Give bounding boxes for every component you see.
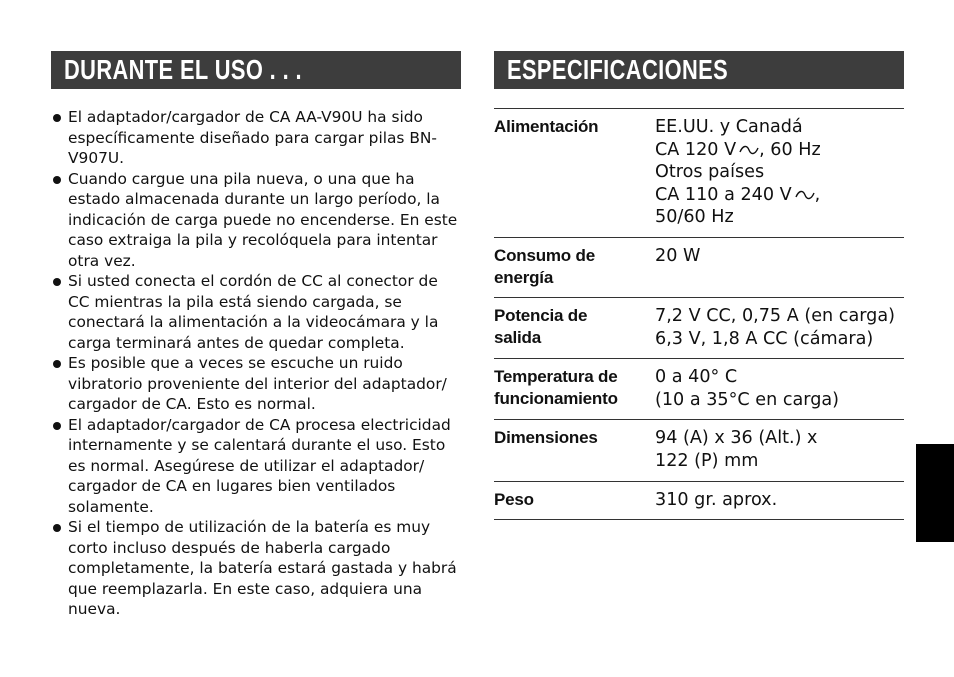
- language-side-tab: [916, 444, 954, 542]
- spec-value-line: EE.UU. y Canadá: [655, 117, 803, 137]
- list-item: [51, 169, 463, 272]
- spec-value: [655, 305, 904, 350]
- spec-label: [494, 116, 655, 229]
- table-row: [494, 482, 904, 521]
- list-item-text: Si el tiempo de utilización de la batería es muy corto incluso después de haberla cargado completamente, la batería estará gastada y habrá que reemplazarla. En este caso, adquiera una nueva.: [68, 518, 457, 618]
- spec-label-line: salida: [494, 327, 541, 347]
- spec-value-line: (10 a 35°C en carga): [655, 389, 840, 410]
- spec-value-line: CA 120 V , 60 Hz: [655, 139, 821, 160]
- spec-label-line: Potencia de: [494, 305, 588, 325]
- bullet-icon: [53, 176, 61, 184]
- ac-symbol-icon: [739, 144, 759, 156]
- list-item-text: Si usted conecta el cordón de CC al conector de CC mientras la pila está siendo cargada, se conectará la alimentación a la videocámara y la carga terminará antes de quedar completa.: [68, 272, 439, 352]
- spec-label-line: Consumo de: [494, 245, 595, 265]
- spec-value: [655, 489, 904, 512]
- spec-value-line: CA 110 a 240 V ,: [655, 184, 821, 205]
- spec-label: [494, 489, 655, 512]
- spec-label-line: Peso: [494, 489, 534, 509]
- spec-label-line: Alimentación: [494, 117, 599, 136]
- spec-label: [494, 427, 655, 472]
- list-item: [51, 517, 463, 620]
- spec-value-line: 0 a 40° C: [655, 367, 738, 388]
- spec-label: [494, 305, 655, 350]
- list-item-text: Es posible que a veces se escuche un ruido vibratorio proveniente del interior del adaptador/ cargador de CA. Esto es normal.: [68, 354, 447, 413]
- section-heading-specifications: [494, 51, 904, 89]
- specifications-table: [494, 108, 904, 520]
- spec-label: [494, 366, 655, 411]
- spec-label: [494, 245, 655, 289]
- list-item-text: Cuando cargue una pila nueva, o una que ha estado almacenada durante un largo período, la indicación de carga puede no encenderse. En este caso extraiga la pila y recolóquela para intentar otra vez.: [68, 169, 458, 270]
- spec-value: [655, 116, 904, 229]
- spec-value-line: 122 (P) mm: [655, 450, 759, 471]
- spec-value: [655, 245, 904, 289]
- list-item-text: El adaptador/cargador de CA procesa electricidad internamente y se calentará durante el uso. Esto es normal. Asegúrese de utilizar el adaptador/ cargador de CA en lugares bien ventilados solamente.: [68, 415, 451, 516]
- bullet-icon: [53, 422, 61, 430]
- spec-label-line: Temperatura de: [494, 367, 618, 387]
- spec-value-line: 6,3 V, 1,8 A CC (cámara): [655, 328, 874, 349]
- spec-value-line: 310 gr. aprox.: [655, 489, 778, 510]
- list-item: [51, 415, 463, 518]
- spec-value-line: 94 (A) x 36 (Alt.) x: [655, 428, 818, 449]
- spec-label-line: funcionamiento: [494, 389, 618, 409]
- spec-value-line: Otros países: [655, 162, 765, 183]
- table-row: [494, 109, 904, 238]
- spec-value-line: 20 W: [655, 245, 701, 266]
- spec-label-line: energía: [494, 267, 554, 287]
- bullet-icon: [53, 114, 61, 122]
- list-item: [51, 271, 463, 353]
- section-heading-text: DURANTE EL USO . . .: [64, 54, 302, 85]
- bullet-icon: [53, 278, 61, 286]
- spec-label-line: Dimensiones: [494, 428, 598, 448]
- spec-value-line: 7,2 V CC, 0,75 A (en carga): [655, 305, 895, 326]
- spec-value-line: 50/60 Hz: [655, 207, 734, 228]
- list-item-text: El adaptador/cargador de CA AA-V90U ha sido específicamente diseñado para cargar pilas BN-V907U.: [68, 108, 437, 167]
- bullet-icon: [53, 360, 61, 368]
- section-heading-text: ESPECIFICACIONES: [507, 54, 729, 85]
- spec-value: [655, 366, 904, 411]
- table-row: [494, 359, 904, 420]
- usage-notes-list: [51, 107, 463, 620]
- section-heading-during-use: [51, 51, 461, 89]
- table-row: [494, 238, 904, 298]
- list-item: [51, 107, 463, 169]
- table-row: [494, 298, 904, 359]
- ac-symbol-icon: [795, 189, 815, 201]
- table-row: [494, 420, 904, 481]
- bullet-icon: [53, 524, 61, 532]
- list-item: [51, 353, 463, 415]
- spec-value: [655, 427, 904, 472]
